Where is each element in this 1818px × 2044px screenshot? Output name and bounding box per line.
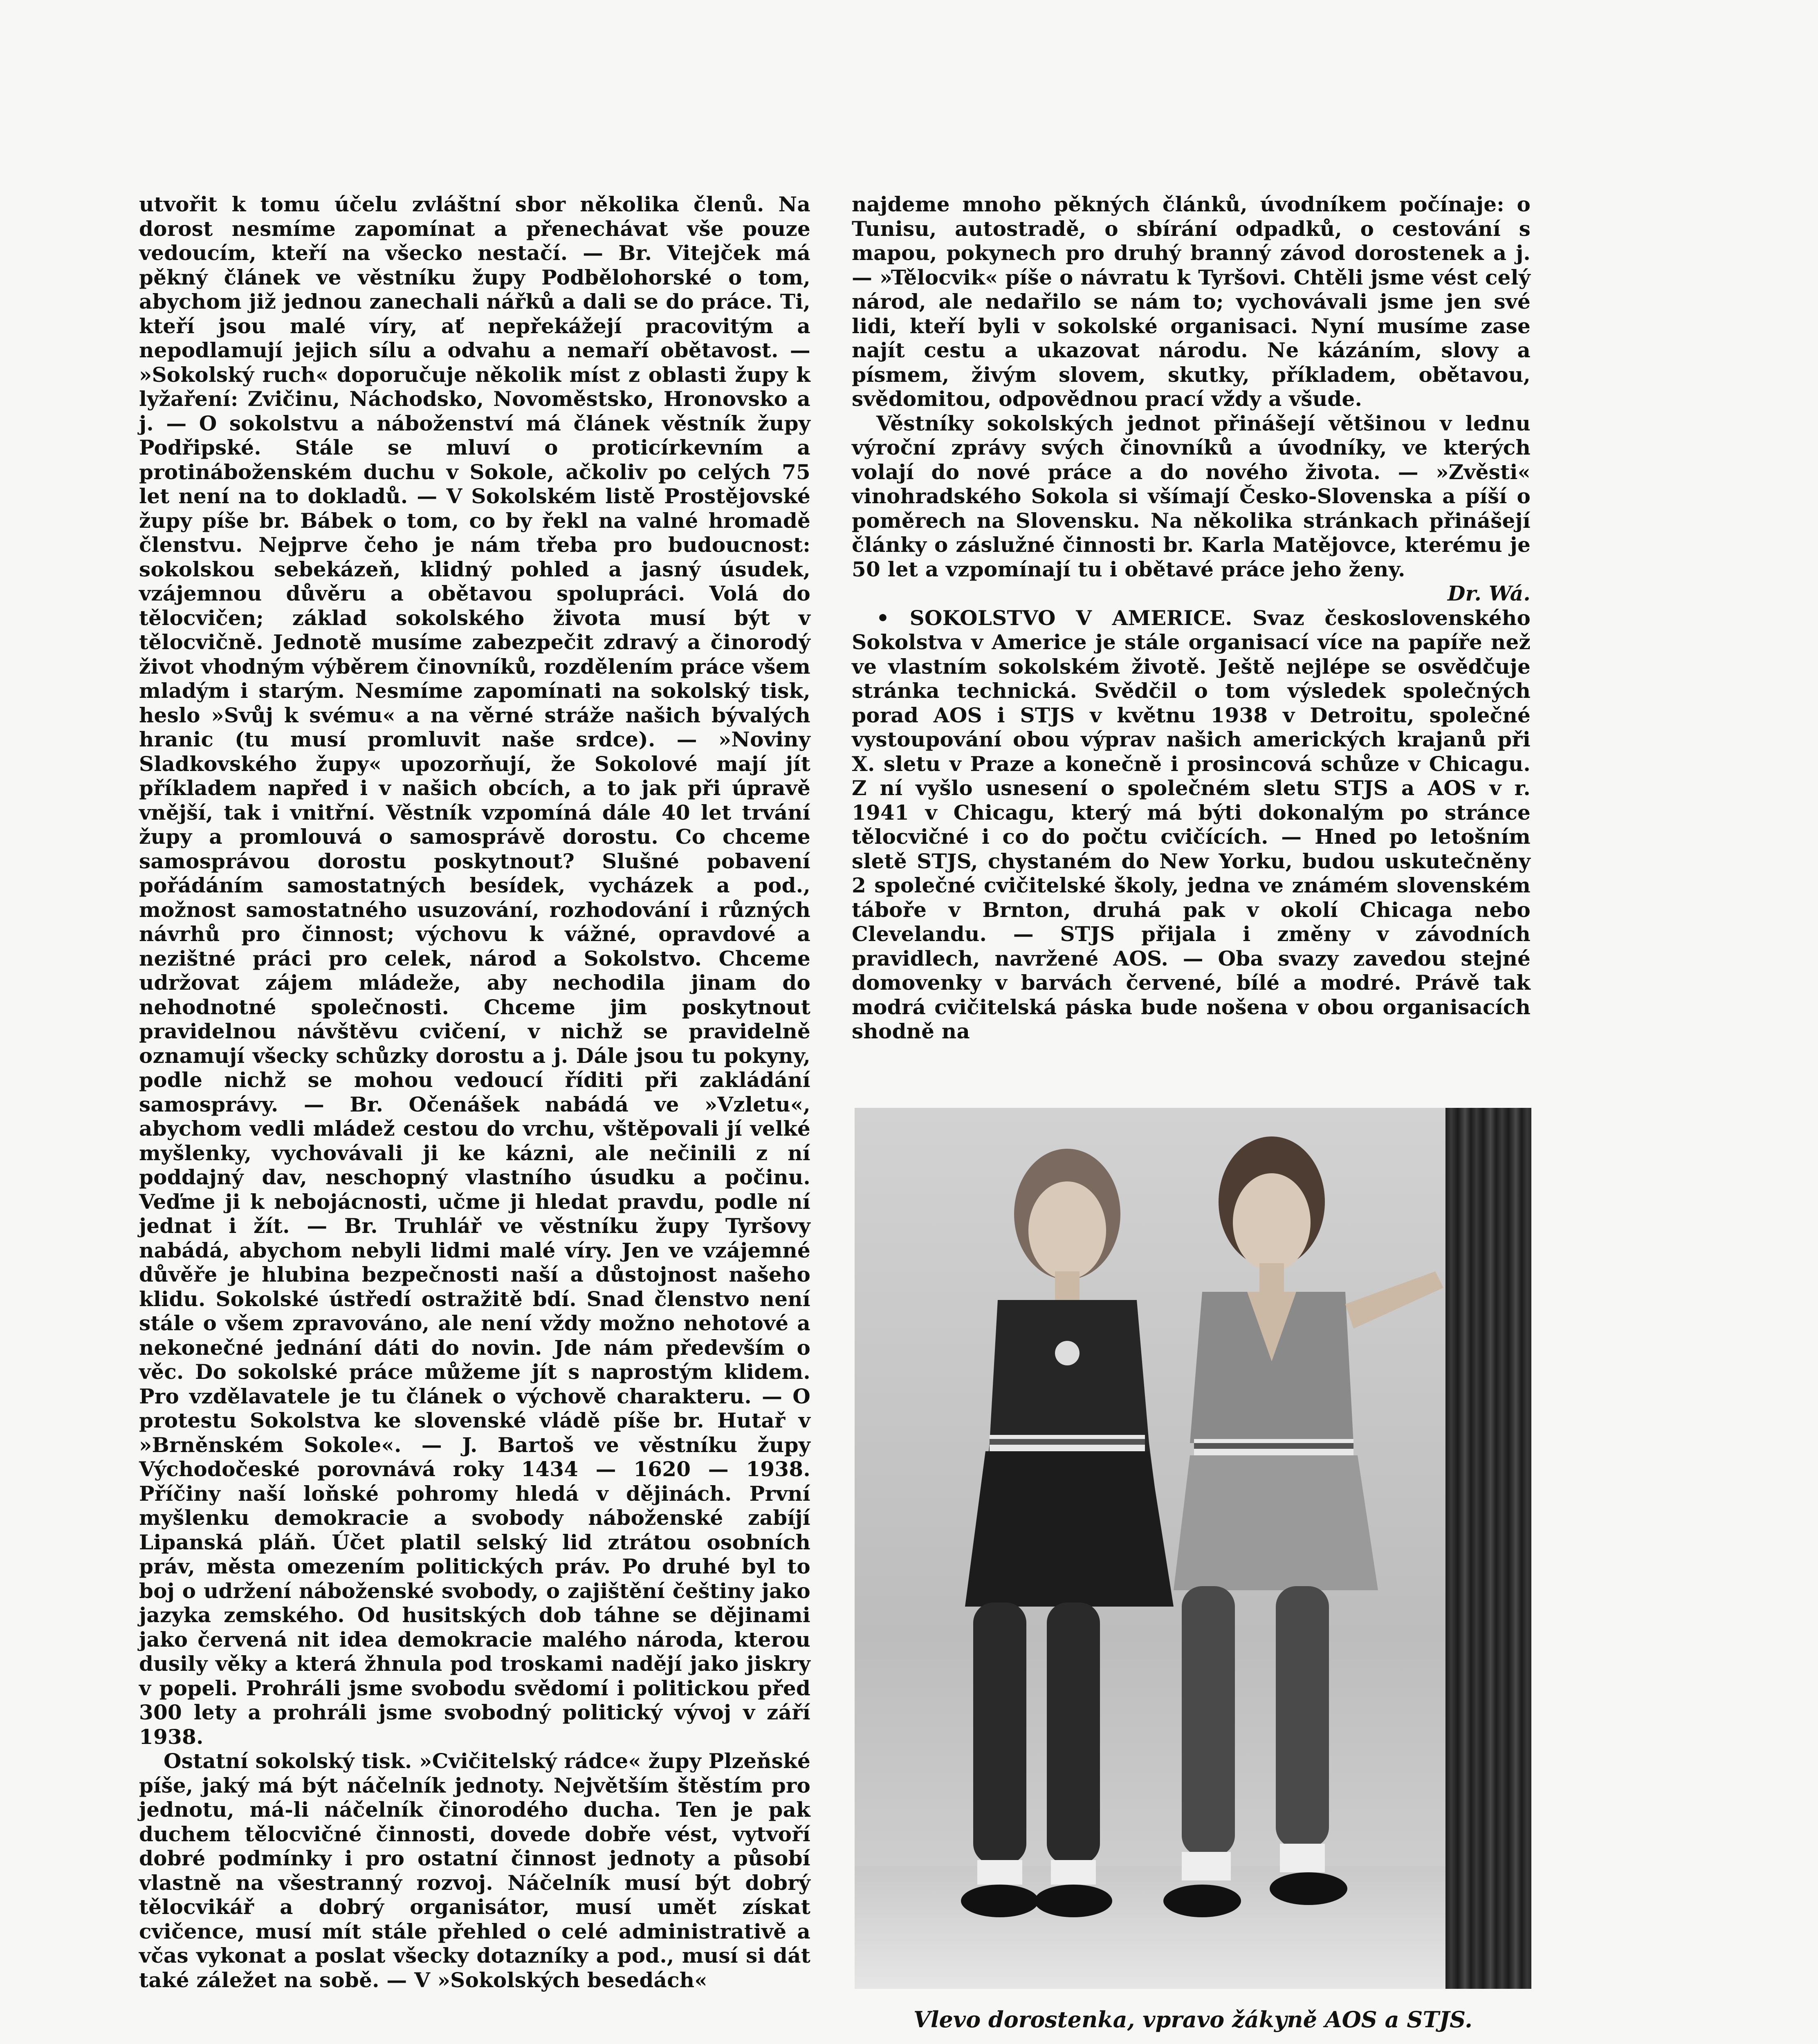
right-paragraph-3: • SOKOLSTVO V AMERICE. Svaz československého Sokolstva v Americe je stále organisací více na papíře než ve vlastním sokolském životě. Ještě nejlépe se osvědčuje stránka technická. Svědčil o tom výsledek společných porad AOS i STJS v květnu 1938 v Detroitu, společné vystoupování obou výprav našich amerických krajanů při X. sletu v Praze a konečně i prosincová schůze v Chicagu. Z ní vyšlo usnesení o společném sletu STJS a AOS v r. 1941 v Chicagu, který má býti dokonalým po stránce tělocvičné i co do počtu cvičících. — Hned po letošním sletě STJS, chystaném do New Yorku, budou uskutečněny 2 společné cvičitelské školy, jedna ve známém slovenském táboře v Brnton, druhá pak v okolí Chicaga nebo Clevelandu. — STJS přijala i změny v závodních pravidlech, navržené AOS. — Oba svazy zavedou stejné domovenky v barvách červené, bílé a modré. Právě tak modrá cvičitelská páska bude nošena v obou organisacích shodně na (852, 605, 1531, 1043)
left-column (139, 192, 810, 1992)
photo-caption: Vlevo dorostenka, vpravo žákyně AOS a STJS. (913, 2006, 1472, 2033)
left-paragraph-2: Ostatní sokolský tisk. »Cvičitelský rádce« župy Plzeňské píše, jaký má být náčelník jednoty. Největším štěstím pro jednotu, má-li náčelník činorodého ducha. Ten je pak duchem tělocvičné činnosti, dovede dobře vést, vytvoří dobré podmínky i pro ostatní činnost jednoty a působí vlastně na všestranný rozvoj. Náčelník musí být dobrý tělocvikář a dobrý organisátor, musí umět získat cvičence, musí mít stále přehled o celé administrativě a včas vykonat a poslat všecky dotazníky a pod., musí si dát také záležet na sobě. — V »Sokolských besedách« (139, 1749, 810, 1992)
photo-two-girls (855, 1108, 1531, 1989)
article-signature: Dr. Wá. (1448, 581, 1531, 605)
right-paragraph-2-text: Věstníky sokolských jednot přinášejí většinou v lednu výroční zprávy svých činovníků a úvodníky, ve kterých volají do nové práce a do nového života. — »Zvěsti« vinohradského Sokola si všímají Česko-Slovenska a píší o poměrech na Slovensku. Na několika stránkach přinášejí články o záslužné činnosti br. Karla Matějovce, kterému je 50 let a vzpomínají tu i obětavé práce jeho ženy. (852, 411, 1531, 581)
right-paragraph-1: najdeme mnoho pěkných článků, úvodníkem počínaje: o Tunisu, autostradě, o sbírání odpadků, o cestování s mapou, pokynech pro druhý branný závod dorostenek a j. — »Tělocvik« píše o návratu k Tyršovi. Chtěli jsme vést celý národ, ale nedařilo se nám to; vychovávali jsme jen své lidi, kteří byli v sokolské organisaci. Nyní musíme zase najít cestu a ukazovat národu. Ne kázáním, slovy a písmem, živým slovem, skutky, příkladem, obětavou, svědomitou, odpovědnou prací vždy a všude. (852, 192, 1531, 411)
left-paragraph-1: utvořit k tomu účelu zvláštní sbor několika členů. Na dorost nesmíme zapomínat a přenechávat vše pouze vedoucím, kteří na všecko nestačí. — Br. Vitejček má pěkný článek ve věstníku župy Podbělohorské o tom, abychom již jednou zanechali nářků a dali se do práce. Ti, kteří jsou malé víry, ať nepřekážejí pracovitým a nepodlamují jejich sílu a odvahu a nemaří obětavost. — »Sokolský ruch« doporučuje několik míst z oblasti župy k lyžaření: Zvičinu, Náchodsko, Novoměstsko, Hronovsko a j. — O sokolstvu a náboženství má článek věstník župy Podřipské. Stále se mluví o proticírkevním a protináboženském duchu v Sokole, ačkoliv po celých 75 let není na to dokladů. — V Sokolském listě Prostějovské župy píše br. Bábek o tom, co by řekl na valné hromadě členstvu. Nejprve čeho je nám třeba pro budoucnost: sokolskou sebekázeň, klidný pohled a jasný úsudek, vzájemnou důvěru a obětavou spolupráci. Volá do tělocvičen; základ sokolského života musí být v tělocvičně. Jednotě musíme zabezpečit zdravý a činorodý život vhodným výběrem činovníků, rozdělením práce všem mladým i starým. Nesmíme zapomínati na sokolský tisk, heslo »Svůj k svému« a na věrné stráže našich bývalých hranic (tu musí promluvit naše srdce). — »Noviny Sladkovského župy« upozorňují, že Sokolové mají jít příkladem napřed i v našich obcích, a to jak při úpravě vnější, tak i vnitřní. Věstník vzpomíná dále 40 let trvání župy a promlouvá o samosprávě dorostu. Co chceme samosprávou dorostu poskytnout? Slušné pobavení pořádáním samostatných besídek, vycházek a pod., možnost samostatného usuzování, rozhodování i různých návrhů pro činnost; výchovu k vážné, opravdové a nezištné práci pro celek, národ a Sokolstvo. Chceme udržovat zájem mládeže, aby nechodila jinam do nehodnotné společnosti. Chceme jim poskytnout pravidelnou návštěvu cvičení, v nichž se pravidelně oznamují všecky schůzky dorostu a j. Dále jsou tu pokyny, podle nichž se mohou vedoucí říditi při zakládání samosprávy. — Br. Očenášek nabádá ve »Vzletu«, abychom vedli mládež cestou do vrchu, vštěpovali jí velké myšlenky, vychovávali ji ke kázni, ale nečinili z ní poddajný dav, neschopný vlastního úsudku a počinu. Veďme ji k nebojácnosti, učme ji hledat pravdu, podle ní jednat i žít. — Br. Truhlář ve věstníku župy Tyršovy nabádá, abychom nebyli lidmi malé víry. Jen ve vzájemné důvěře je hlubina bezpečnosti naší a důstojnost našeho klidu. Sokolské ústředí ostražitě bdí. Snad členstvo není stále o všem zpravováno, ale není vždy možno nehotové a nekonečné jednání dáti do novin. Jde nám především o věc. Do sokolské práce můžeme jít s naprostým klidem. Pro vzdělavatele je tu článek o výchově charakteru. — O protestu Sokolstva ke slovenské vládě píše br. Hutař v »Brněnském Sokole«. — J. Bartoš ve věstníku župy Východočeské porovnává roky 1434 — 1620 — 1938. Příčiny naší loňské pohromy hledá v dějinách. První myšlenku demokracie a svobody náboženské zabíjí Lipanská pláň. Účet platil selský lid ztrátou osobních práv, města omezením politických práv. Po druhé byl to boj o udržení náboženské svobody, o zajištění češtiny jako jazyka zemského. Od husitských dob táhne se dějinami jako červená nit idea demokracie malého národa, kterou dusily věky a která žhnula pod troskami nadějí jako jiskry v popeli. Prohráli jsme svobodu svědomí i politickou před 300 lety a prohráli jsme svobodný politický vývoj v září 1938. (139, 192, 810, 1749)
right-column (852, 192, 1531, 1044)
right-girl-figure (1163, 1136, 1443, 1917)
right-paragraph-2 (852, 411, 1531, 606)
left-girl-figure (961, 1149, 1174, 1917)
photo-figures (855, 1108, 1531, 1989)
